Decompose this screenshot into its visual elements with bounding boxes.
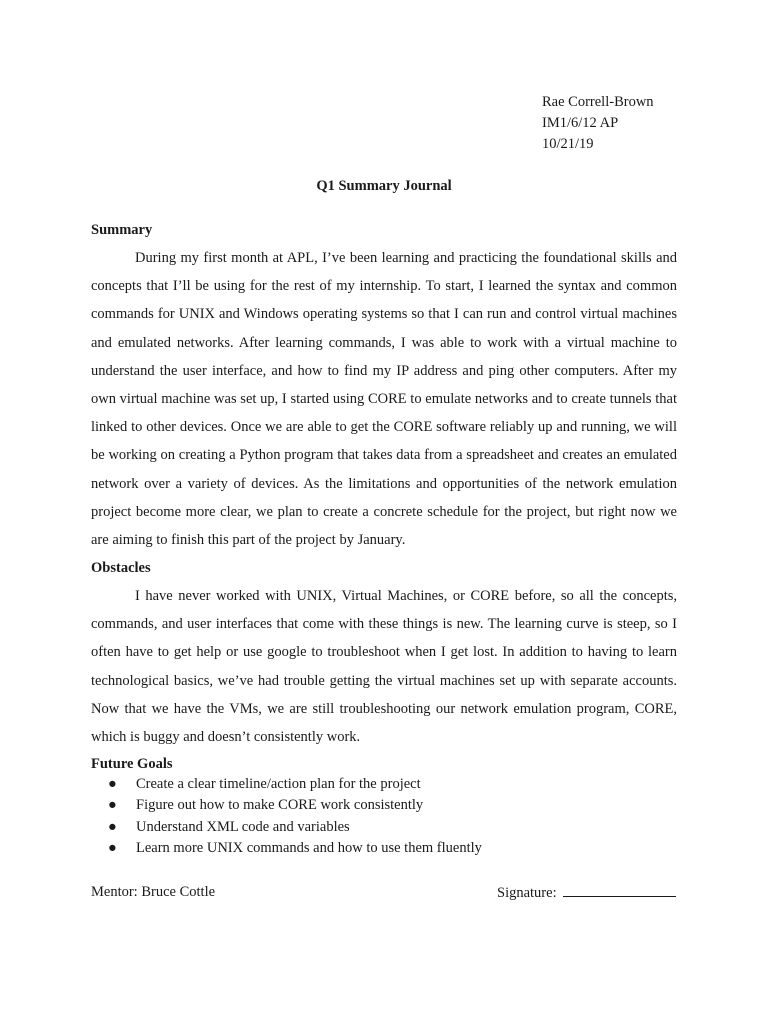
bullet-icon: ● [108,797,117,814]
bullet-icon: ● [108,776,117,792]
list-item: ● Understand XML code and variables [108,817,482,838]
class-code: IM1/6/12 AP [542,115,619,131]
signature-label: Signature: [497,885,557,901]
mentor-line: Mentor: Bruce Cottle [91,884,216,900]
signature-blank [563,884,676,897]
document-title: Q1 Summary Journal [316,178,452,194]
author-header [542,92,654,155]
summary-heading: Summary [91,222,153,238]
summary-paragraph: During my first month at APL, I’ve been learning and practicing the foundational skills and concepts that I’ll be using for the rest of my internship. To start, I learned the syntax and common commands for UNIX and Windows operating systems so that I can run and control virtual machines and emulated networks. After learning commands, I was able to work with a virtual machine to understand the user interface, and how to find my IP address and ping other computers. After my own virtual machine was set up, I started using CORE to emulate networks and to create tunnels that linked to other devices. Once we are able to get the CORE software reliably up and running, we will be working on creating a Python program that takes data from a spreadsheet and creates an emulated network over a variety of devices. As the limitations and opportunities of the network emulation project become more clear, we plan to create a concrete schedule for the project, but right now we are aiming to finish this part of the project by January. [91,250,677,549]
list-item: ● Create a clear timeline/action plan for the project [108,774,482,795]
future-goals-list [108,774,482,859]
obstacles-heading: Obstacles [91,560,151,576]
document-date: 10/21/19 [542,136,594,152]
obstacles-paragraph: I have never worked with UNIX, Virtual Machines, or CORE before, so all the concepts, commands, and user interfaces that come with these things is new. The learning curve is steep, so I often have to get help or use google to troubleshoot when I get lost. In addition to having to learn technological basics, we’ve had trouble getting the virtual machines set up with separate accounts. Now that we have the VMs, we are still troubleshooting our network emulation program, CORE, which is buggy and doesn’t consistently work. [91,588,677,746]
bullet-icon: ● [108,839,117,856]
list-item: ● Learn more UNIX commands and how to use them fluently [108,838,482,859]
future-goals-heading: Future Goals [91,756,173,772]
signature-line [497,884,676,902]
list-item: ● Figure out how to make CORE work consistently [108,795,482,816]
bullet-icon: ● [108,818,117,835]
author-name: Rae Correll-Brown [542,94,654,110]
